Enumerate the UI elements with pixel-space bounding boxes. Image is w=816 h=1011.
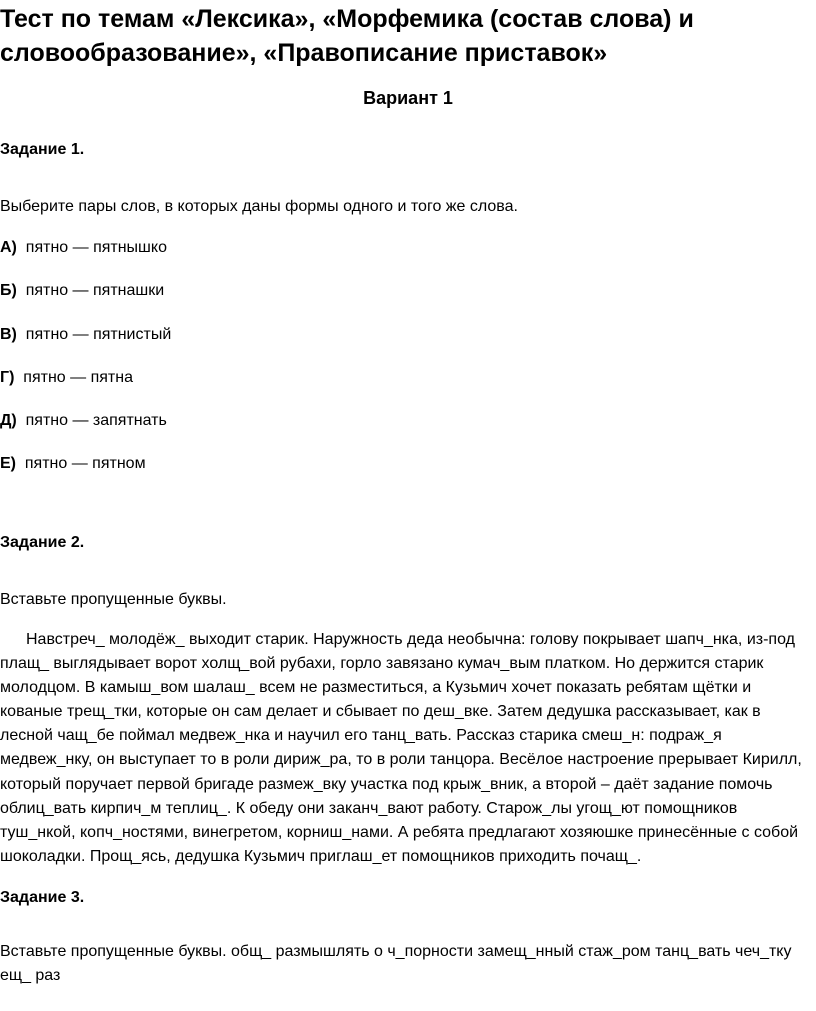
- option-c: [0, 324, 171, 346]
- option-text: пятно — пятном: [24, 455, 146, 472]
- option-e: [0, 410, 167, 432]
- task3-text: Вставьте пропущенные буквы. общ_ размышлять о ч_порности замещ_нный стаж_ром танц_вать чеч_тку ещ_ раз: [0, 943, 792, 984]
- task2-instruction: Вставьте пропущенные буквы.: [0, 591, 227, 608]
- option-text: пятно — пятнышко: [25, 239, 167, 256]
- option-text: пятно — пятнистый: [25, 326, 172, 343]
- option-letter: Д): [0, 412, 17, 429]
- option-letter: Г): [0, 369, 15, 386]
- variant-label: Вариант 1: [363, 88, 453, 108]
- option-b: [0, 280, 164, 302]
- option-letter: Б): [0, 282, 17, 299]
- document-title: Тест по темам «Лексика», «Морфемика (состав слова) и словообразование», «Правописание приставок»: [0, 5, 694, 67]
- option-text: пятно — пятна: [23, 369, 133, 386]
- option-a: [0, 237, 167, 259]
- option-text: пятно — пятнашки: [25, 282, 165, 299]
- option-letter: Е): [0, 455, 16, 472]
- option-letter: А): [0, 239, 17, 256]
- option-f: [0, 453, 146, 475]
- option-letter: В): [0, 326, 17, 343]
- option-text: пятно — запятнать: [25, 412, 167, 429]
- task2-text: Навстреч_ молодёж_ выходит старик. Наружность деда необычна: голову покрывает шапч_нка, из-под плащ_ выглядывает ворот холщ_вой рубахи, горло завязано кумач_вым платком. Но держится старик молодцом. В камыш_вом шалаш_ всем не разместиться, а Кузьмич хочет показать ребятам щётки и кованые трещ_тки, которые он сам делает и сбывает по деш_вке. Затем дедушка рассказывает, как в лесной чащ_бе поймал медвеж_нка и научил его танц_вать. Рассказ старика смеш_н: подраж_я медвеж_нку, он выступает то в роли дириж_ра, то в роли танцора. Весёлое настроение прерывает Кирилл, который поручает первой бригаде размеж_вку участка под крыж_вник, а второй – даёт задание помочь облиц_вать кирпич_м теплиц_. К обеду они заканч_вают работу. Старож_лы угощ_ют помощников туш_нкой, копч_ностями, винегретом, корниш_нами. А ребята предлагают хозяюшке принесённые с собой шоколадки. Прощ_ясь, дедушка Кузьмич приглаш_ет помощников приходить почащ_.: [0, 631, 802, 865]
- option-d: [0, 367, 133, 389]
- task2-heading: Задание 2.: [0, 534, 85, 551]
- task1-heading: Задание 1.: [0, 141, 85, 158]
- task1-instruction: Выберите пары слов, в которых даны формы одного и того же слова.: [0, 198, 518, 215]
- task3-heading: Задание 3.: [0, 889, 85, 906]
